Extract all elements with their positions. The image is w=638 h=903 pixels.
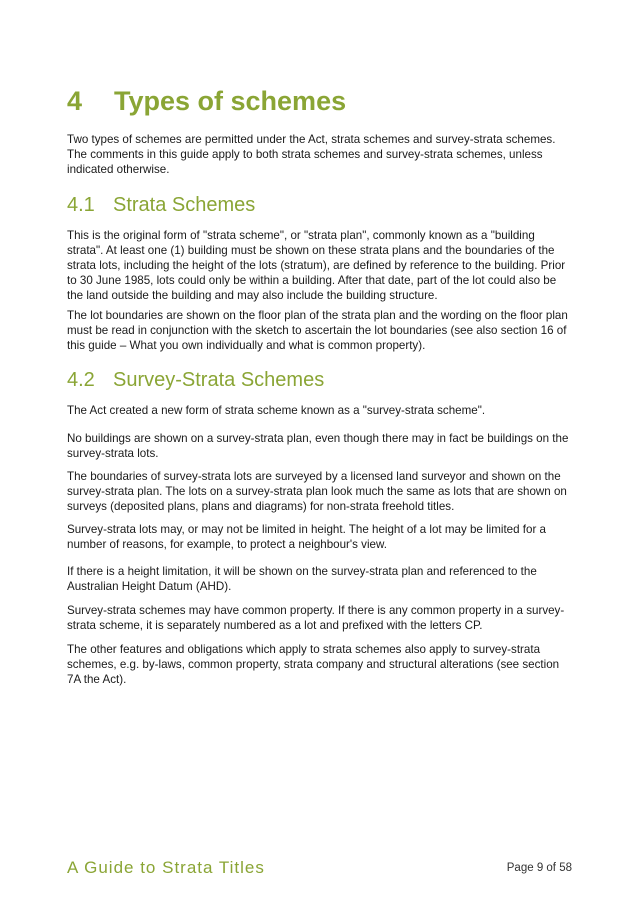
chapter-heading <box>67 86 346 117</box>
paragraph: No buildings are shown on a survey-strata plan, even though there may in fact be buildings on the survey-strata lots. <box>67 432 569 460</box>
section-heading-4-1 <box>67 194 572 217</box>
section-heading-4-2 <box>67 369 572 392</box>
chapter-title: Types of schemes <box>114 86 347 116</box>
paragraph: The boundaries of survey-strata lots are surveyed by a licensed land surveyor and shown on the survey-strata plan. The lots on a survey-strata plan look much the same as lots that are shown on surveys (deposited plans, plans and diagrams) for non-strata freehold titles. <box>67 470 567 513</box>
paragraph: The lot boundaries are shown on the floor plan of the strata plan and the wording on the floor plan must be read in conjunction with the sketch to ascertain the lot boundaries (see also section 16 of this guide – What you own individually and what is common property). <box>67 309 568 352</box>
paragraph: The other features and obligations which apply to strata schemes also apply to survey-strata schemes, e.g. by-laws, common property, strata company and structural alterations (see section 7A the Act). <box>67 643 560 686</box>
paragraph: If there is a height limitation, it will be shown on the survey-strata plan and referenced to the Australian Height Datum (AHD). <box>67 565 537 593</box>
page-number: Page 9 of 58 <box>506 862 572 874</box>
paragraph: The Act created a new form of strata scheme known as a "survey-strata scheme". <box>67 404 486 417</box>
section-number: 4.1 <box>67 194 95 216</box>
paragraph: This is the original form of "strata scheme", or "strata plan", commonly known as a "building strata". At least one (1) building must be shown on these strata plans and the boundaries of the strata lots, including the height of the lots (stratum), are defined by reference to the building. Prior to 30 June 1985, lots could only be within a building. After that date, part of the lot could also be the land outside the building and may also include the building structure. <box>67 229 566 302</box>
chapter-intro: Two types of schemes are permitted under the Act, strata schemes and survey-strata schemes. The comments in this guide apply to both strata schemes and survey-strata schemes, unless indicated otherwise. <box>67 133 556 176</box>
section-title: Strata Schemes <box>113 194 256 216</box>
section-number: 4.2 <box>67 369 95 391</box>
chapter-number: 4 <box>67 86 83 116</box>
section-title: Survey-Strata Schemes <box>113 369 325 391</box>
footer-title: A Guide to Strata Titles <box>67 858 265 877</box>
paragraph: Survey-strata schemes may have common property. If there is any common property in a survey-strata scheme, it is separately numbered as a lot and prefixed with the letters CP. <box>67 604 565 632</box>
paragraph: Survey-strata lots may, or may not be limited in height. The height of a lot may be limited for a number of reasons, for example, to protect a neighbour's view. <box>67 523 547 551</box>
